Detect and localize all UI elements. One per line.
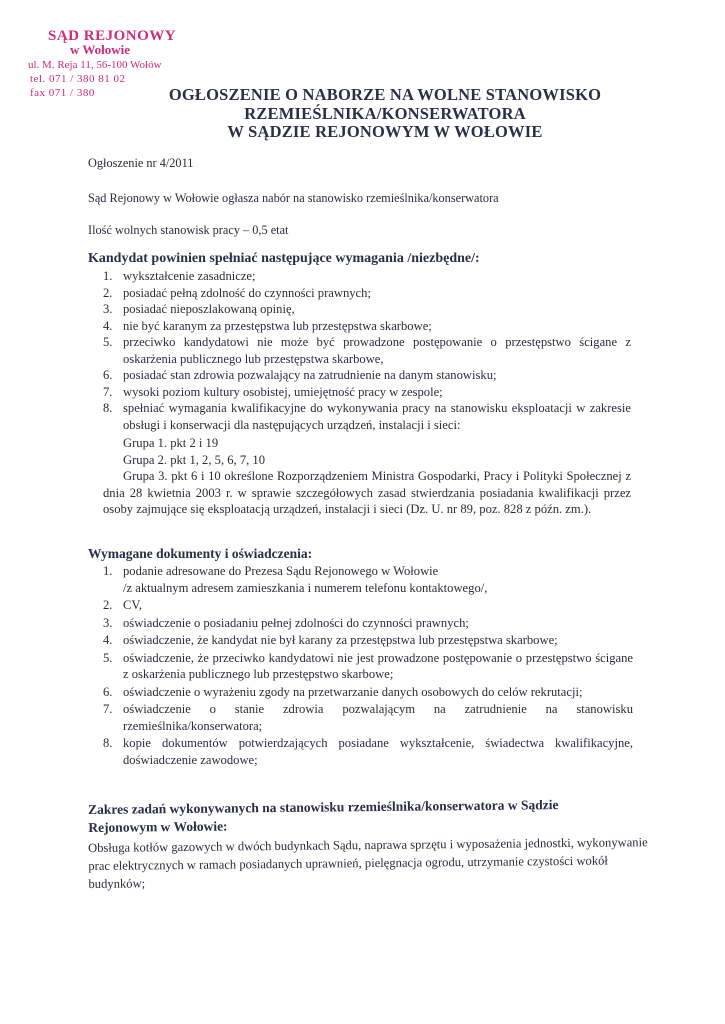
document-title-line-2: RZEMIEŚLNIKA/KONSERWATORA — [244, 104, 526, 123]
list-item — [103, 301, 631, 318]
list-number: 5. — [103, 650, 113, 665]
stamp-line-phone: tel. 071 / 380 81 02 — [30, 73, 126, 85]
list-item-text: kopie dokumentów potwierdzających posiadane wykształcenie, świadectwa kwalifikacyjne, doświadczenie zawodowe; — [123, 736, 633, 767]
list-number: 1. — [103, 564, 113, 578]
documents-list — [103, 563, 633, 769]
list-item-text: posiadać stan zdrowia pozwalający na zatrudnienie na danym stanowisku; — [123, 368, 497, 382]
list-item-text: CV, — [123, 598, 143, 612]
stamp-line-city: w Wołowie — [70, 42, 131, 57]
list-item-text: nie być karanym za przestępstwa lub przestępstwa skarbowe; — [123, 318, 432, 333]
scope-heading: Zakres zadań wykonywanych na stanowisku rzemieślnika/konserwatora w Sądzie Rejonowym w Wołowie: — [88, 797, 559, 835]
list-item — [103, 367, 631, 384]
list-item-text: wykształcenie zasadnicze; — [123, 269, 256, 283]
list-number: 5. — [103, 335, 113, 349]
list-item-text: oświadczenie o stanie zdrowia pozwalającym na zatrudnienie na stanowisku rzemieślnika/konserwatora; — [123, 702, 633, 733]
positions-count: Ilość wolnych stanowisk pracy – 0,5 etat — [88, 223, 289, 237]
requirements-heading: Kandydat powinien spełniać następujące wymagania /niezbędne/: — [88, 251, 480, 266]
list-item — [103, 615, 633, 632]
documents-heading: Wymagane dokumenty i oświadczenia: — [88, 546, 313, 561]
list-number: 2. — [103, 285, 113, 300]
list-item — [103, 632, 633, 649]
list-number: 4. — [103, 318, 113, 333]
list-item — [103, 285, 631, 302]
list-number: 8. — [103, 401, 113, 415]
list-item-text: wysoki poziom kultury osobistej, umiejętność pracy w zespole; — [123, 384, 443, 399]
list-item — [103, 334, 631, 367]
list-number: 3. — [103, 615, 113, 630]
list-number: 1. — [103, 269, 113, 283]
list-item — [103, 701, 633, 734]
list-item — [103, 735, 633, 768]
list-item-text: podanie adresowane do Prezesa Sądu Rejonowego w Wołowie — [123, 564, 439, 578]
list-item — [103, 400, 631, 518]
group-3-text — [103, 468, 631, 518]
list-item-text: przeciwko kandydatowi nie może być prowadzone postępowanie o przestępstwo ścigane z oskarżenia publicznego lub przestępstwa skarbowe, — [123, 335, 631, 366]
list-item-text: posiadać pełną zdolność do czynności prawnych; — [123, 285, 371, 300]
list-number: 3. — [103, 302, 113, 316]
stamp-line-fax: fax 071 / 380 — [30, 87, 95, 99]
list-item — [103, 684, 633, 701]
list-item — [103, 597, 633, 614]
group-1-text: Grupa 1. pkt 2 i 19 — [123, 436, 219, 450]
document-title-line-3: W SĄDZIE REJONOWYM W WOŁOWIE — [227, 122, 543, 141]
list-item-text: posiadać nieposzlakowaną opinię, — [123, 302, 295, 316]
list-item — [103, 650, 633, 683]
list-number: 4. — [103, 633, 113, 647]
requirements-list — [103, 268, 631, 518]
intro-paragraph: Sąd Rejonowy w Wołowie ogłasza nabór na stanowisko rzemieślnika/konserwatora — [88, 191, 499, 205]
list-item — [103, 268, 631, 285]
list-item-text: oświadczenie, że kandydat nie był karany za przestępstwa lub przestępstwa skarbowe; — [123, 633, 558, 647]
list-item-subtext: /z aktualnym adresem zamieszkania i numerem telefonu kontaktowego/, — [123, 580, 488, 595]
list-item — [103, 384, 631, 401]
list-number: 2. — [103, 598, 113, 612]
scope-paragraph: Obsługa kotłów gazowych w dwóch budynkach Sądu, naprawa sprzętu i wyposażenia jednostki, wykonywanie prac elektrycznych w ramach posiadanych uprawnień, pielęgnacja ogrodu, utrzymanie czystości wokół budynków; — [88, 835, 648, 891]
document-title-line-1: OGŁOSZENIE O NABORZE NA WOLNE STANOWISKO — [168, 85, 602, 104]
list-item-text: oświadczenie, że przeciwko kandydatowi nie jest prowadzone postępowanie o przestępstwo ścigane z oskarżenia publicznego lub przestępstwo skarbowe; — [123, 650, 633, 681]
list-number: 6. — [103, 368, 113, 382]
group-2-text: Grupa 2. pkt 1, 2, 5, 6, 7, 10 — [123, 452, 266, 467]
list-item-text: oświadczenie o posiadaniu pełnej zdolności do czynności prawnych; — [123, 615, 469, 630]
stamp-line-court: SĄD REJONOWY — [48, 28, 177, 44]
announcement-number: Ogłoszenie nr 4/2011 — [88, 156, 194, 170]
list-item — [103, 563, 633, 596]
group-3-body: Grupa 3. pkt 6 i 10 określone Rozporządzeniem Ministra Gospodarki, Pracy i Polityki Społecznej z dnia 28 kwietnia 2003 r. w sprawie szczegółowych zasad stwierdzania posiadania kwalifikacji przez osoby zajmujące się eksploatacją urządzeń, instalacji i sieci (Dz. U. nr 89, poz. 828 z późn. zm.). — [103, 469, 631, 516]
list-item-text: oświadczenie o wyrażeniu zgody na przetwarzanie danych osobowych do celów rekrutacji; — [123, 684, 583, 699]
list-item — [103, 318, 631, 335]
list-number: 8. — [103, 736, 113, 750]
list-item-text: spełniać wymagania kwalifikacyjne do wykonywania pracy na stanowisku eksploatacji w zakresie obsługi i konserwacji dla następujących urządzeń, instalacji i sieci: — [123, 401, 631, 432]
list-number: 7. — [103, 702, 113, 716]
stamp-line-address: ul. M. Reja 11, 56-100 Wołów — [28, 59, 162, 71]
list-number: 6. — [103, 684, 113, 699]
list-number: 7. — [103, 384, 113, 399]
